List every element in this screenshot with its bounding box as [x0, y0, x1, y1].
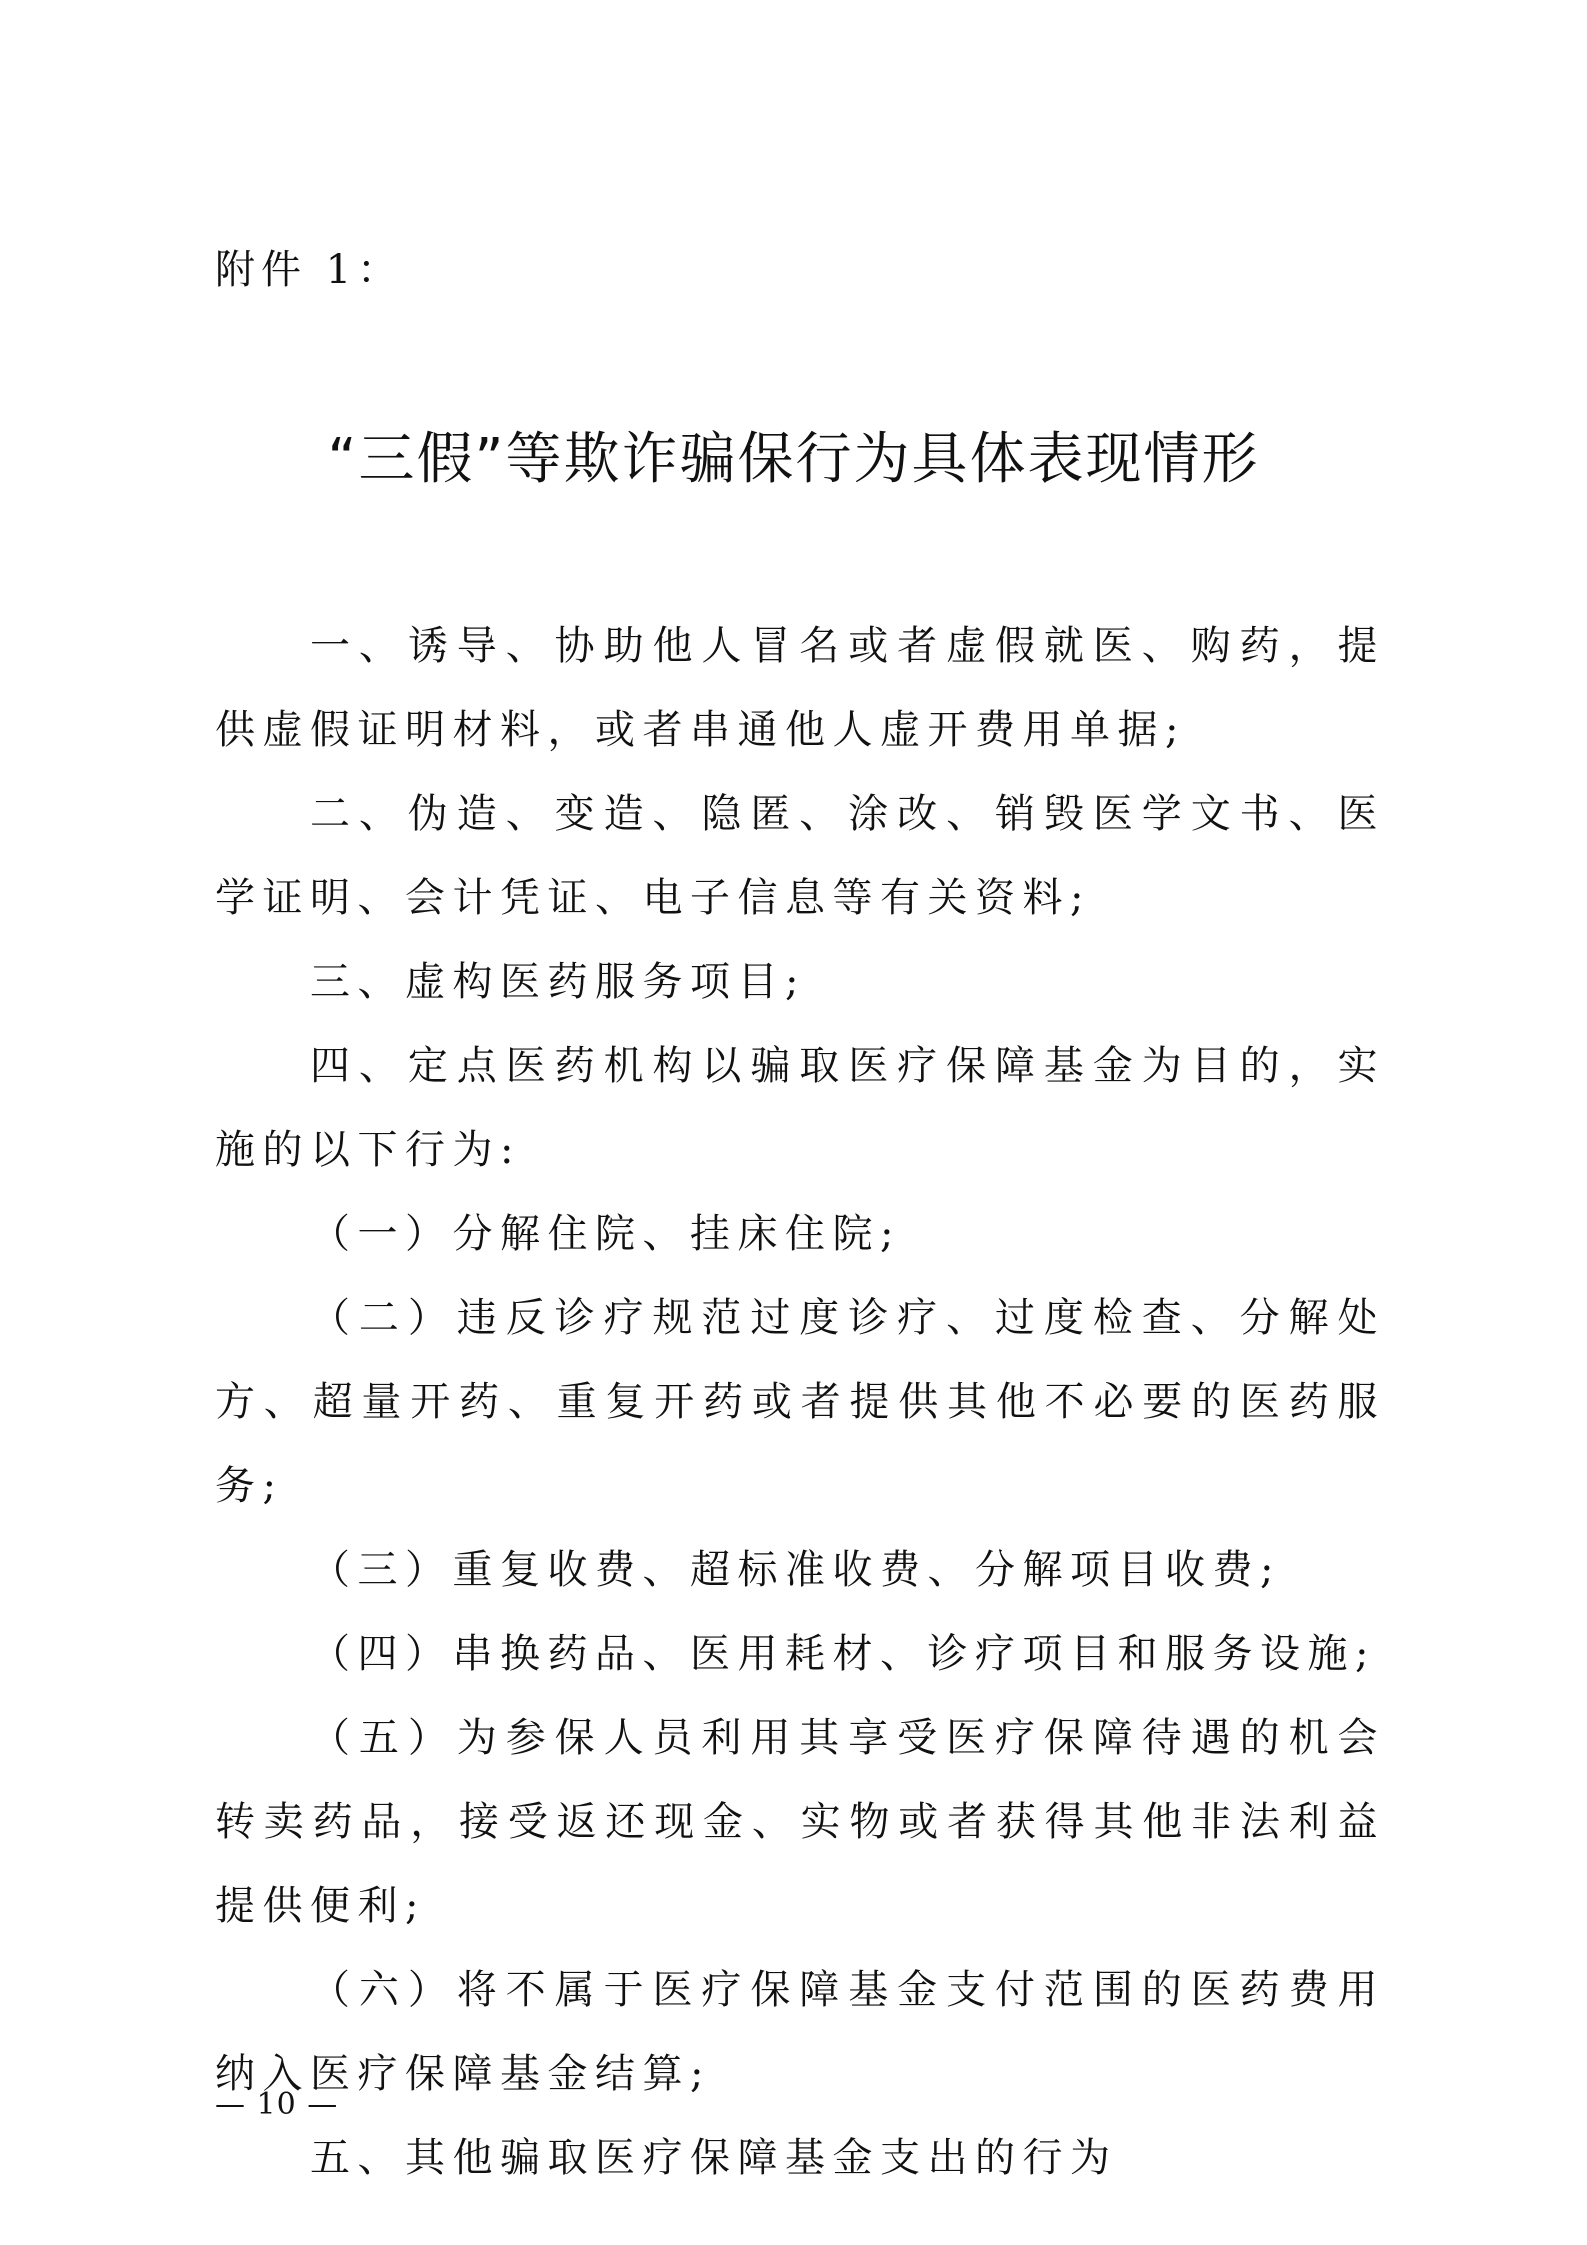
sub-item-6: （六）将不属于医疗保障基金支付范围的医药费用纳入医疗保障基金结算;: [215, 1967, 1385, 2097]
sub-item-3: （三）重复收费、超标准收费、分解项目收费;: [310, 1547, 1281, 1593]
paragraph-item-3: 三、虚构医药服务项目;: [310, 959, 806, 1005]
page-number: — 10 —: [215, 2087, 339, 2122]
sub-item-5: （五）为参保人员利用其享受医疗保障待遇的机会转卖药品，接受返还现金、实物或者获得其他非法利益提供便利;: [215, 1715, 1385, 1929]
paragraph-item-5: 五、其他骗取医疗保障基金支出的行为: [310, 2135, 1118, 2181]
paragraph-item-4: 四、定点医药机构以骗取医疗保障基金为目的，实施的以下行为:: [215, 1043, 1385, 1173]
paragraph-item-1: 一、诱导、协助他人冒名或者虚假就医、购药，提供虚假证明材料，或者串通他人虚开费用单据;: [215, 623, 1385, 753]
document-title: “三假”等欺诈骗保行为具体表现情形: [327, 427, 1260, 492]
sub-item-2: （二）违反诊疗规范过度诊疗、过度检查、分解处方、超量开药、重复开药或者提供其他不必要的医药服务;: [215, 1295, 1385, 1509]
document-body: [215, 604, 1385, 2200]
paragraph-item-2: 二、伪造、变造、隐匿、涂改、销毁医学文书、医学证明、会计凭证、电子信息等有关资料;: [215, 791, 1385, 921]
sub-item-1: （一）分解住院、挂床住院;: [310, 1211, 901, 1257]
attachment-label: 附件 1：: [215, 247, 404, 293]
sub-item-4: （四）串换药品、医用耗材、诊疗项目和服务设施;: [310, 1631, 1376, 1677]
